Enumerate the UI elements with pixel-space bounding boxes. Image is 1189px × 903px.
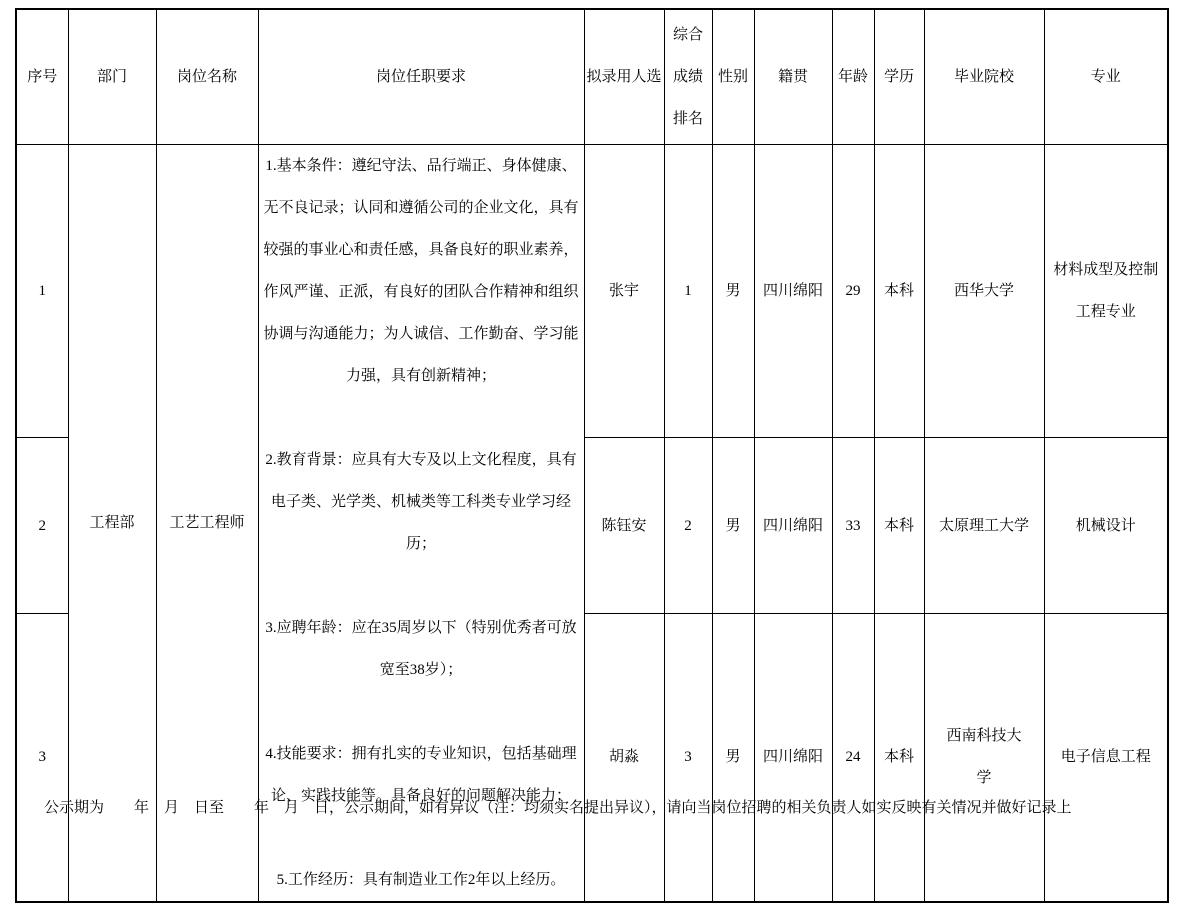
- cell-rank: 2: [664, 438, 712, 614]
- col-header-education: 学历: [874, 9, 924, 144]
- cell-school: 太原理工大学: [924, 438, 1044, 614]
- cell-major: 材料成型及控制工程专业: [1044, 144, 1168, 438]
- cell-school: 西华大学: [924, 144, 1044, 438]
- cell-age: 33: [832, 438, 874, 614]
- cell-gender: 男: [712, 438, 754, 614]
- cell-hometown: 四川绵阳: [754, 144, 832, 438]
- cell-rank: 3: [664, 614, 712, 902]
- cell-gender: 男: [712, 144, 754, 438]
- table-header-row: [16, 9, 1168, 144]
- cell-age: 24: [832, 614, 874, 902]
- cell-major: 机械设计: [1044, 438, 1168, 614]
- cell-candidate: 陈钰安: [584, 438, 664, 614]
- requirement-paragraph: 1.基本条件：遵纪守法、品行端正、身体健康、无不良记录；认同和遵循公司的企业文化，具有较强的事业心和责任感，具备良好的职业素养，作风严谨、正派，有良好的团队合作精神和组织协调与沟通能力；为人诚信、工作勤奋、学习能力强，具有创新精神；: [263, 157, 579, 384]
- requirement-paragraph: 5.工作经历：具有制造业工作2年以上经历。: [276, 871, 566, 888]
- col-header-requirements: 岗位任职要求: [258, 9, 584, 144]
- col-header-age: 年龄: [832, 9, 874, 144]
- cell-major: 电子信息工程: [1044, 614, 1168, 902]
- col-header-rank: 综合成绩排名: [664, 9, 712, 144]
- cell-candidate: 胡淼: [584, 614, 664, 902]
- cell-no: 2: [16, 438, 68, 614]
- requirement-paragraph: 4.技能要求：拥有扎实的专业知识，包括基础理论、实践技能等。具备良好的问题解决能力；: [265, 745, 577, 804]
- col-header-no: 序号: [16, 9, 68, 144]
- col-header-major: 专业: [1044, 9, 1168, 144]
- footer-notice: 公示期为 年 月 日至 年 月 日，公示期间，如有异议（注：均须实名提出异议），请向当岗位招聘的相关负责人如实反映有关情况并做好记录上: [44, 800, 1072, 816]
- col-header-candidate: 拟录用人选: [584, 9, 664, 144]
- requirement-paragraph: 2.教育背景：应具有大专及以上文化程度，具有电子类、光学类、机械类等工科类专业学习经历；: [265, 451, 577, 552]
- col-header-school: 毕业院校: [924, 9, 1044, 144]
- cell-education: 本科: [874, 438, 924, 614]
- cell-no: 3: [16, 614, 68, 902]
- col-header-position: 岗位名称: [156, 9, 258, 144]
- recruitment-result-table: [15, 8, 1169, 903]
- cell-age: 29: [832, 144, 874, 438]
- cell-school-text: 西南科技大学: [946, 728, 1022, 787]
- cell-candidate: 张宇: [584, 144, 664, 438]
- cell-requirements-merged: [258, 144, 584, 902]
- col-header-gender: 性别: [712, 9, 754, 144]
- cell-position-merged: 工艺工程师: [156, 144, 258, 902]
- col-header-department: 部门: [68, 9, 156, 144]
- cell-education: 本科: [874, 144, 924, 438]
- cell-education-text: 本科: [883, 749, 914, 766]
- requirement-paragraph: 3.应聘年龄：应在35周岁以下（特别优秀者可放宽至38岁）；: [265, 619, 577, 678]
- col-header-hometown: 籍贯: [754, 9, 832, 144]
- cell-department-merged: 工程部: [68, 144, 156, 902]
- cell-school: [924, 614, 1044, 902]
- cell-no: 1: [16, 144, 68, 438]
- cell-gender: 男: [712, 614, 754, 902]
- table-row: [16, 144, 1168, 438]
- cell-hometown: 四川绵阳: [754, 438, 832, 614]
- cell-hometown: 四川绵阳: [754, 614, 832, 902]
- cell-rank: 1: [664, 144, 712, 438]
- cell-education: [874, 614, 924, 902]
